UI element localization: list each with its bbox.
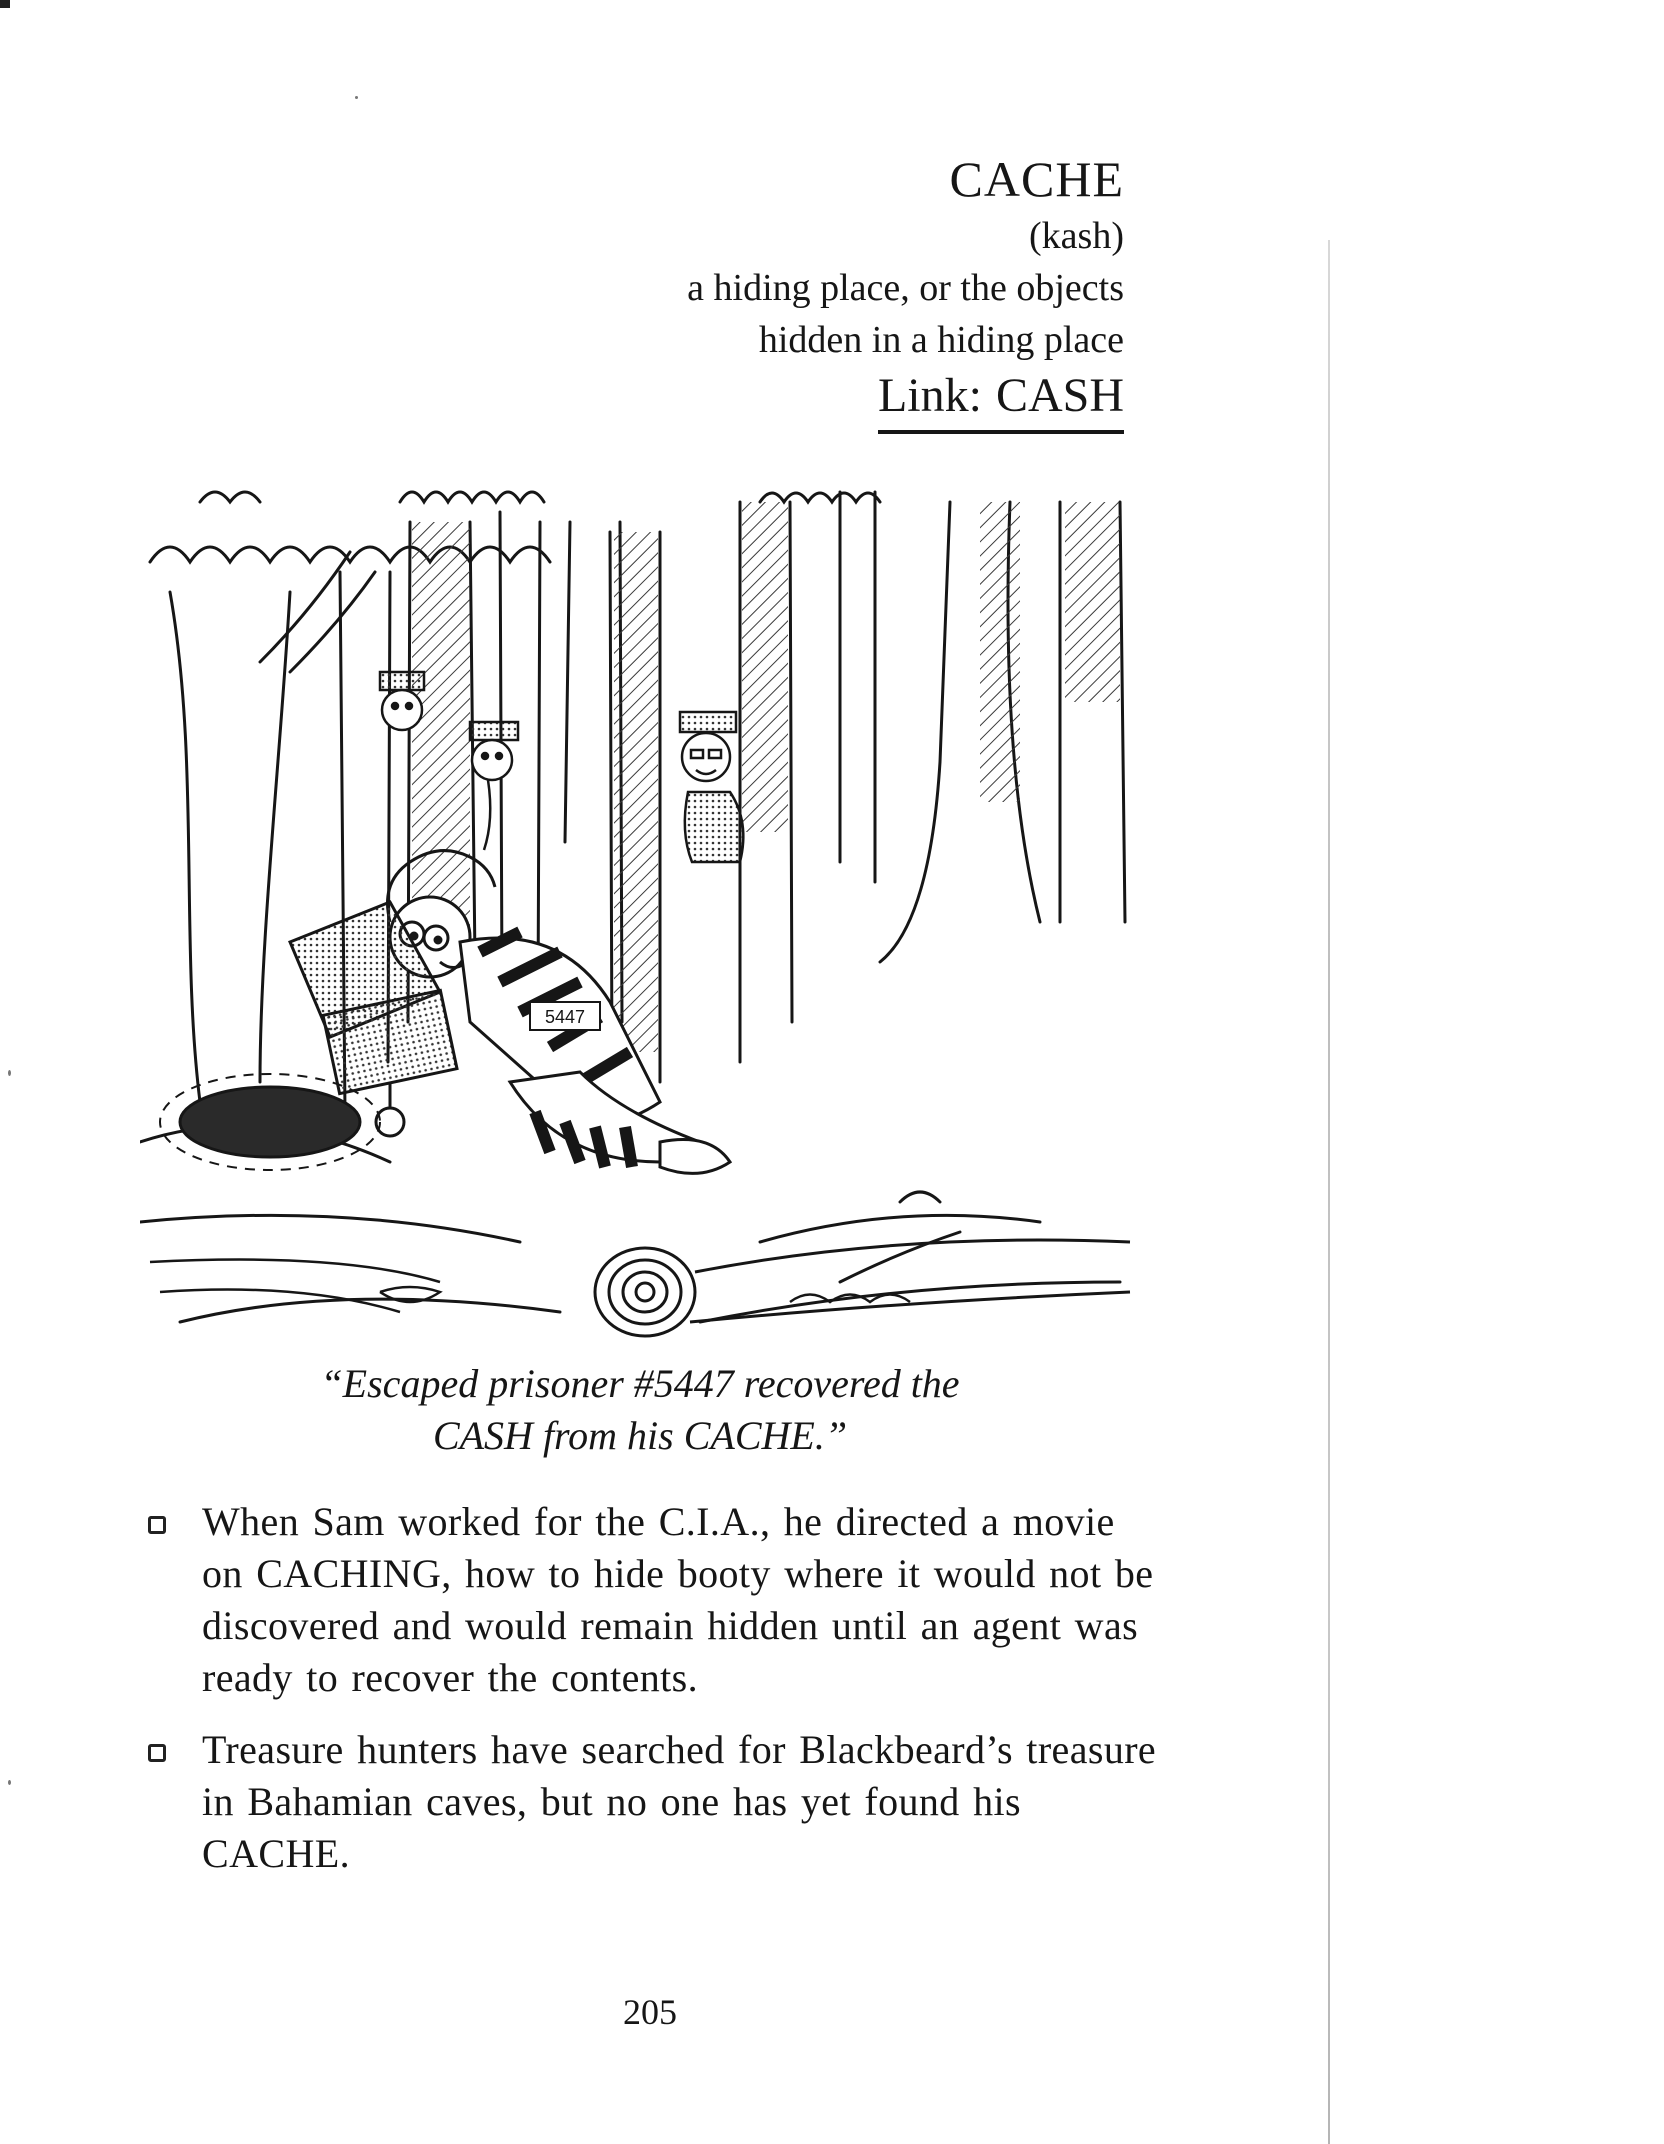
link-label: Link: xyxy=(877,369,982,422)
bullet-text: When Sam worked for the C.I.A., he directed a movie on CACHING, how to hide booty where it would not be discovered and would remain hidden until an agent was ready to recover the contents. xyxy=(202,1499,1154,1700)
log-stump xyxy=(595,1240,1130,1336)
bullet-item xyxy=(148,1724,1158,1880)
entry-definition: a hiding place, or the objects hidden in a hiding place xyxy=(687,267,1124,361)
scan-corner-mark xyxy=(0,0,10,8)
example-sentences xyxy=(148,1496,1158,1900)
entry-word: CACHE xyxy=(949,151,1124,207)
scan-speck xyxy=(8,1780,11,1785)
guard-left xyxy=(380,672,424,730)
guard-right xyxy=(680,712,743,862)
link-word: CASH xyxy=(995,369,1124,422)
cartoon-illustration xyxy=(140,462,1140,1352)
cartoon-svg xyxy=(140,462,1140,1352)
forest-background xyxy=(140,492,1125,1322)
illustration-caption: “Escaped prisoner #5447 recovered the CASH from his CACHE.” xyxy=(320,1361,960,1458)
prisoner-number-label: 5447 xyxy=(544,1007,586,1027)
guard-middle xyxy=(470,722,518,850)
checkbox-icon xyxy=(148,1744,166,1762)
scan-speck xyxy=(355,96,358,99)
bullet-text: Treasure hunters have searched for Blackbeard’s treasure in Bahamian caves, but no one has yet found his CACHE. xyxy=(202,1727,1157,1876)
bullet-item xyxy=(148,1496,1158,1704)
scan-speck xyxy=(8,1070,11,1076)
entry-header xyxy=(687,148,1124,434)
entry-pronunciation: (kash) xyxy=(1029,215,1124,257)
page-number: 205 xyxy=(623,1992,677,2032)
entry-link xyxy=(878,368,1124,434)
page-gutter-line xyxy=(1328,240,1330,2144)
checkbox-icon xyxy=(148,1516,166,1534)
